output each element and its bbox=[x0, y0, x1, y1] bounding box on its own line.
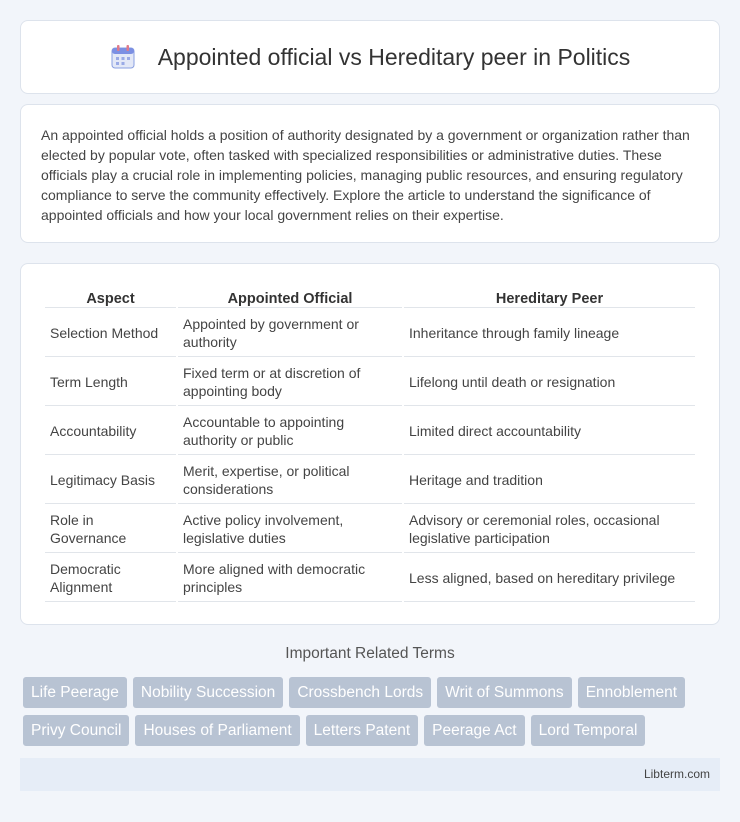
table-row bbox=[45, 408, 695, 455]
table-row bbox=[45, 506, 695, 553]
comparison-card bbox=[20, 263, 720, 625]
table-header-row bbox=[45, 286, 695, 308]
cell-hereditary: Advisory or ceremonial roles, occasional legislative participation bbox=[404, 506, 695, 553]
tag-life-peerage[interactable]: Life Peerage bbox=[23, 677, 127, 708]
cell-aspect: Term Length bbox=[45, 359, 176, 406]
tag-crossbench-lords[interactable]: Crossbench Lords bbox=[289, 677, 431, 708]
header-hereditary-peer: Hereditary Peer bbox=[404, 286, 695, 308]
header-aspect: Aspect bbox=[45, 286, 176, 308]
tag-ennoblement[interactable]: Ennoblement bbox=[578, 677, 685, 708]
cell-appointed: Fixed term or at discretion of appointing body bbox=[178, 359, 402, 406]
cell-hereditary: Lifelong until death or resignation bbox=[404, 359, 695, 406]
cell-aspect: Accountability bbox=[45, 408, 176, 455]
cell-appointed: Appointed by government or authority bbox=[178, 310, 402, 357]
tag-privy-council[interactable]: Privy Council bbox=[23, 715, 129, 746]
intro-text: An appointed official holds a position of authority designated by a government or organization rather than elected by popular vote, often tasked with specialized responsibilities or administrative duties. These officials play a crucial role in implementing policies, managing public resources, and ensuring regulatory compliance to serve the community effectively. Explore the article to understand the significance of appointed officials and how your local government relies on their expertise. bbox=[41, 127, 690, 223]
cell-appointed: More aligned with democratic principles bbox=[178, 555, 402, 602]
cell-hereditary: Limited direct accountability bbox=[404, 408, 695, 455]
header-appointed-official: Appointed Official bbox=[178, 286, 402, 308]
cell-appointed: Accountable to appointing authority or public bbox=[178, 408, 402, 455]
cell-appointed: Merit, expertise, or political considerations bbox=[178, 457, 402, 504]
cell-hereditary: Heritage and tradition bbox=[404, 457, 695, 504]
table-row bbox=[45, 555, 695, 602]
calendar-icon bbox=[110, 44, 136, 70]
cell-hereditary: Inheritance through family lineage bbox=[404, 310, 695, 357]
title-card bbox=[20, 20, 720, 94]
tag-letters-patent[interactable]: Letters Patent bbox=[306, 715, 419, 746]
table-row bbox=[45, 310, 695, 357]
page-title: Appointed official vs Hereditary peer in Politics bbox=[157, 43, 631, 70]
related-terms-list bbox=[23, 677, 723, 746]
tag-nobility-succession[interactable]: Nobility Succession bbox=[133, 677, 283, 708]
cell-aspect: Democratic Alignment bbox=[45, 555, 176, 602]
related-terms-title: Important Related Terms bbox=[285, 645, 455, 662]
footer-site-link[interactable]: Libterm.com bbox=[643, 767, 710, 781]
tag-houses-of-parliament[interactable]: Houses of Parliament bbox=[135, 715, 299, 746]
cell-appointed: Active policy involvement, legislative duties bbox=[178, 506, 402, 553]
footer bbox=[20, 758, 720, 791]
tag-writ-of-summons[interactable]: Writ of Summons bbox=[437, 677, 572, 708]
table-row bbox=[45, 359, 695, 406]
tag-lord-temporal[interactable]: Lord Temporal bbox=[531, 715, 646, 746]
intro-card bbox=[20, 104, 720, 243]
table-row bbox=[45, 457, 695, 504]
comparison-table bbox=[43, 284, 697, 604]
cell-aspect: Selection Method bbox=[45, 310, 176, 357]
cell-aspect: Role in Governance bbox=[45, 506, 176, 553]
cell-hereditary: Less aligned, based on hereditary privilege bbox=[404, 555, 695, 602]
tag-peerage-act[interactable]: Peerage Act bbox=[424, 715, 524, 746]
cell-aspect: Legitimacy Basis bbox=[45, 457, 176, 504]
